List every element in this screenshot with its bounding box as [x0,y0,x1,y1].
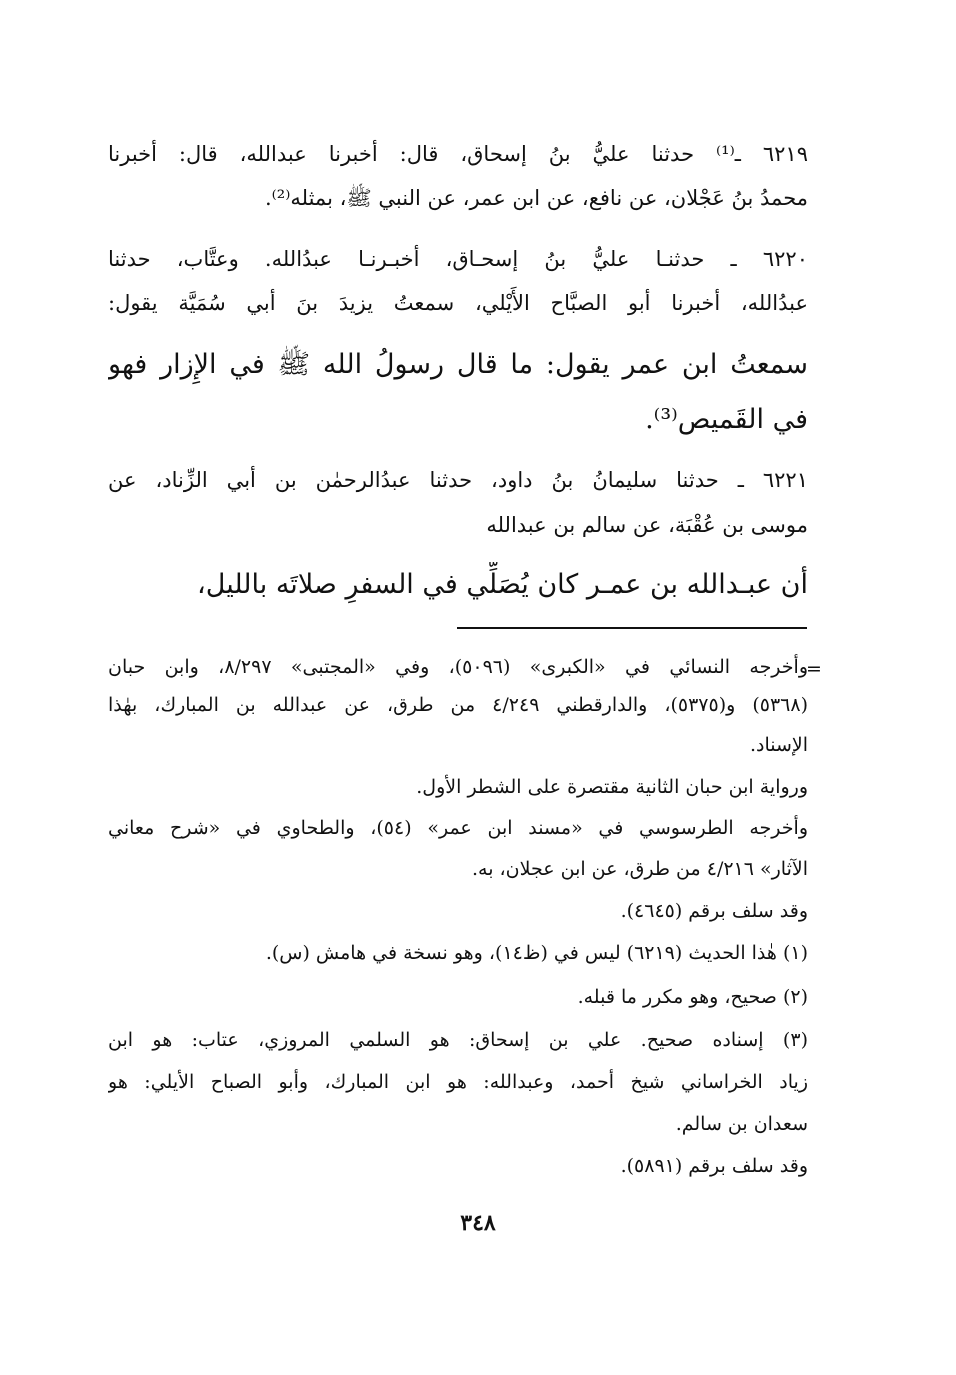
footnote-line: الإسناد. [749,734,808,756]
hadith-6219-line-1: ٦٢١٩ ـ⁽¹⁾ حدثنا عليُّ بنُ إسحاق، قال: أخبرنا عبدالله، قال: أخبرنا [108,142,808,166]
hadith-6221-isnad-line-1: ٦٢٢١ ـ حدثنا سليمانُ بنُ داود، حدثنا عبدُالرحمٰن بن أبي الزِّناد، عن [108,468,808,492]
hadith-6220-isnad-line-2: عبدُالله، أخبرنا أبو الصبَّاح الأَيْلي، سمعتُ يزيدَ بنَ أبي سُمَيَّة يقول: [108,291,808,315]
page-number: ٣٤٨ [460,1210,496,1236]
footnote-line: وأخرجه الطرسوسي في «مسند ابن عمر» (٥٤)، والطحاوي في «شرح معاني [108,817,808,839]
hadith-6220-isnad-line-1: ٦٢٢٠ ـ حدثنـا عليُّ بنُ إسحـاق، أخبـرنـا عبدُالله. وعتَّاب، حدثنا [108,247,808,271]
continuation-mark: = [806,658,822,680]
footnote-line: ورواية ابن حبان الثانية مقتصرة على الشطر الأول. [416,776,808,798]
footnote-line: وأخرجه النسائي في «الكبرى» (٥٠٩٦)، وفي «المجتبى» ٨/٢٩٧، وابن حبان [108,656,808,678]
hadith-6221-isnad-line-2: موسى بن عُقْبَة، عن سالم بن عبدالله [486,513,808,537]
hadith-6220-matn-line-2: في القَميص⁽³⁾. [645,404,808,435]
hadith-6219-line-2: محمدُ بنُ عَجْلان، عن نافع، عن ابن عمر، عن النبي ﷺ، بمثله⁽²⁾. [264,186,808,210]
footnote-line: وقد سلف برقم (٥٨٩١). [620,1155,808,1177]
footnote-line: وقد سلف برقم (٤٦٤٥). [620,900,808,922]
footnote-3-line-2: زياد الخراساني شيخ أحمد، وعبدالله: هو ابن المبارك، وأبو الصباح الأيلي: هو [108,1071,808,1093]
footnote-separator [457,627,807,629]
footnote-3-line-1: (٣) إسناده صحيح. علي بن إسحاق: هو السلمي المروزي، عتاب: هو ابن [108,1029,808,1051]
footnote-1: (١) هٰذا الحديث (٦٢١٩) ليس في (ظ١٤)، وهو نسخة في هامش (س). [265,942,808,964]
footnote-2: (٢) صحيح، وهو مكرر ما قبله. [577,986,808,1008]
footnote-3-line-3: سعدان بن سالم. [675,1113,808,1135]
footnote-line: (٥٣٦٨) و(٥٣٧٥)، والدارقطني ٤/٢٤٩ من طرق، عن عبدالله بن المبارك، بهٰذا [108,694,808,716]
hadith-6221-matn-line-1: أن عبـدالله بن عمـر كان يُصَلِّي في السفرِ صلاتَه بالليل، [197,569,808,600]
hadith-6220-matn-line-1: سمعتُ ابن عمر يقول: ما قال رسولُ الله ﷺ في الإِزار فهو [108,349,808,380]
footnote-line: الآثار» ٤/٢١٦ من طرق، عن ابن عجلان، به. [472,858,808,880]
